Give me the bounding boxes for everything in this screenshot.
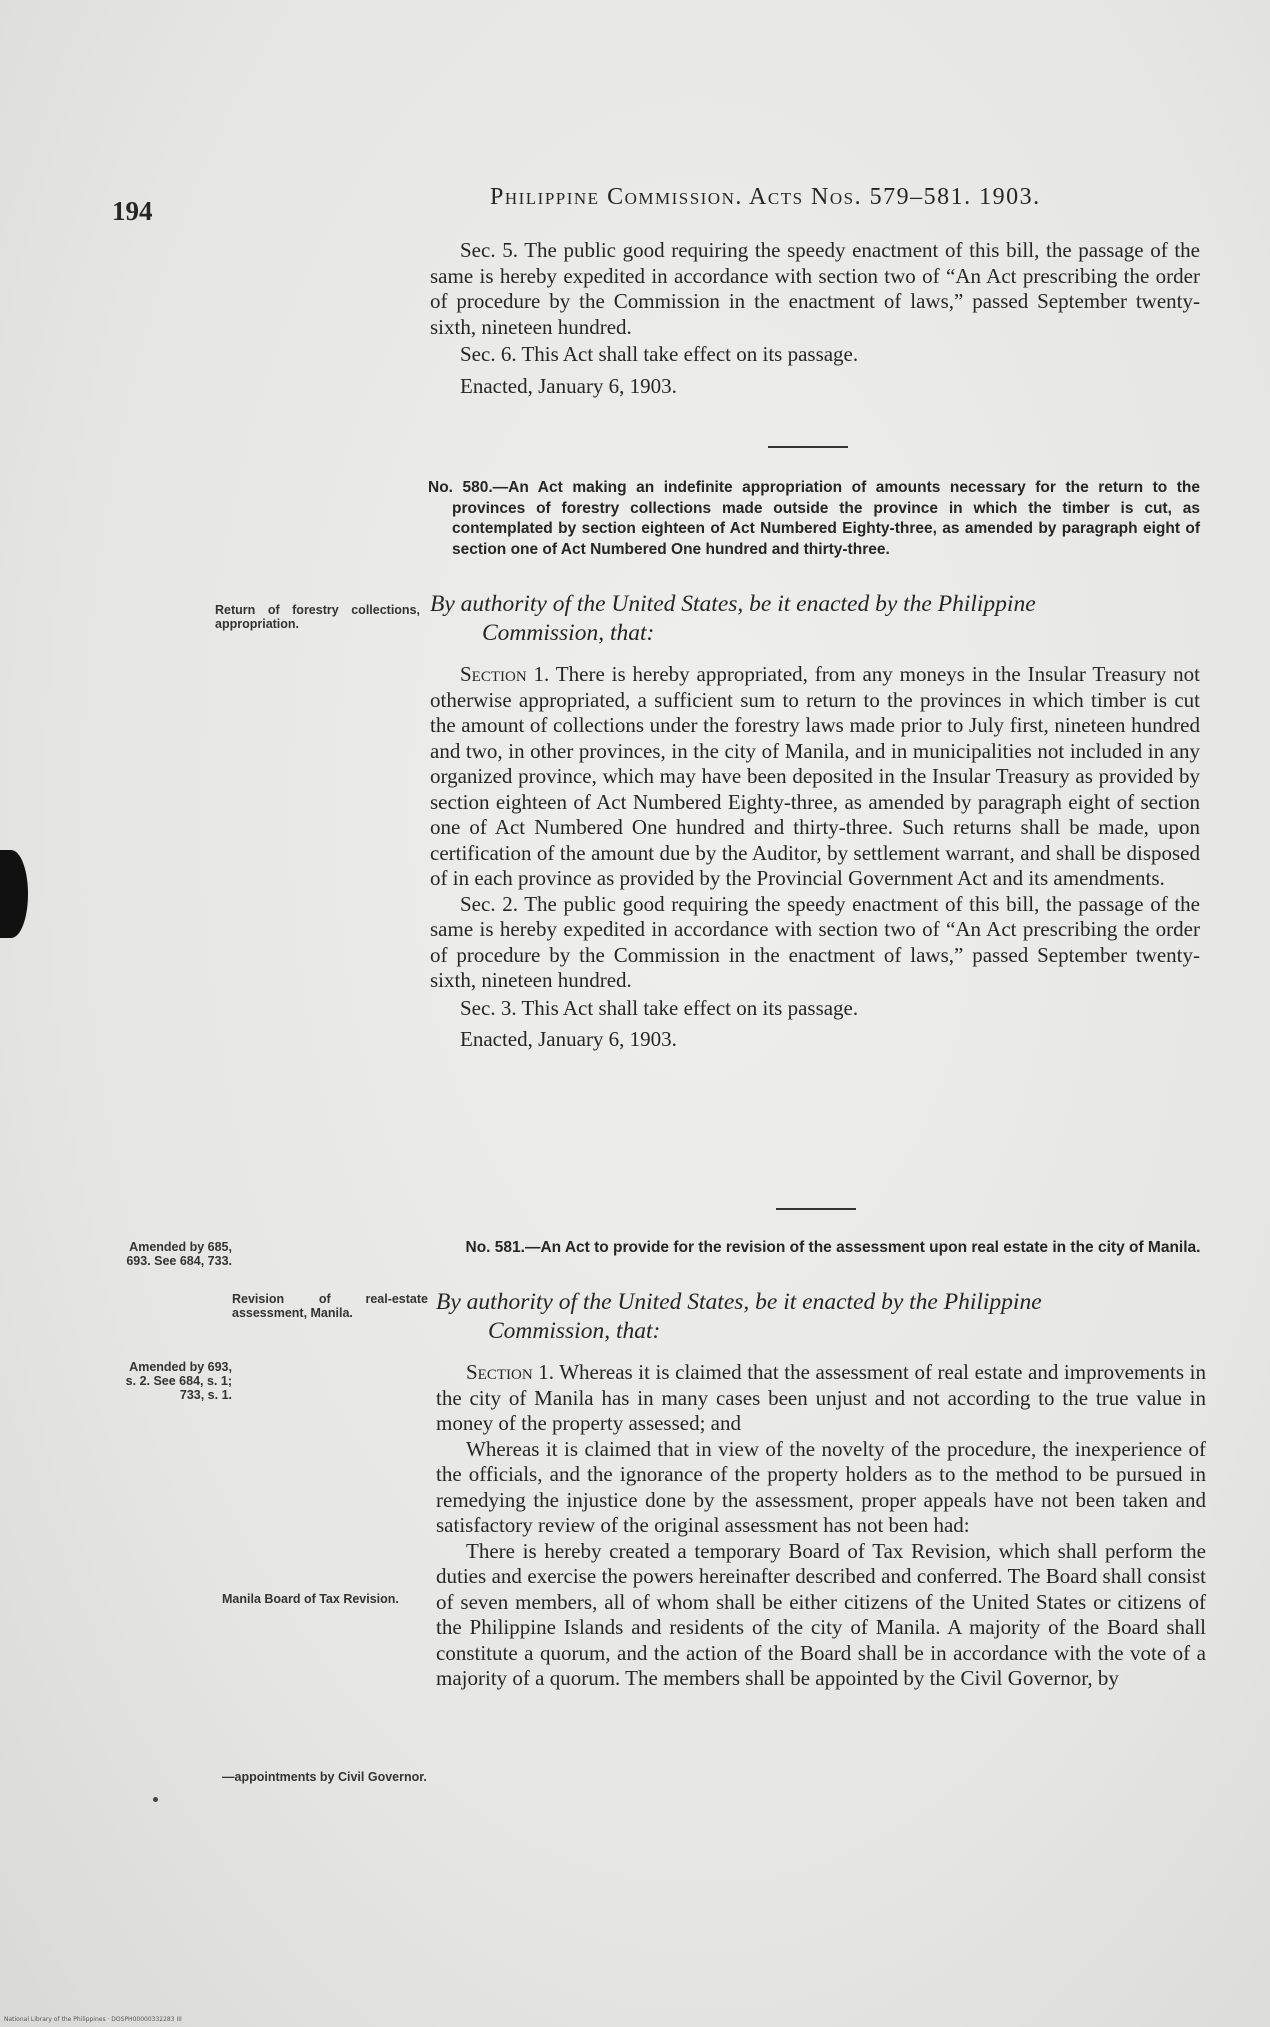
act-580-sec3: Sec. 3. This Act shall take effect on its passage. (460, 995, 859, 1020)
act-579-sec5: Sec. 5. The public good requiring the speedy enactment of this bill, the passage of the same is hereby expedited in accordance with section two of “An Act prescribing the order of procedure by the Commission in the enactment of laws,” passed September twenty-sixth, nineteen hundred. (430, 238, 1200, 339)
section-text: There is hereby appropriated, from any moneys in the Insular Treasury not otherwise appropriated, a sufficient sum to return to the provinces in which timber is cut the amount of collections under the forestry laws made prior to July first, nineteen hundred and two, in other provinces, in the city of Manila, and in municipalities not included in any organized province, which may have been deposited in the Insular Treasury as provided by section eighteen of Act Numbered Eighty-three, as amended by paragraph eight of section one of Act Numbered One hundred and thirty-three. Such returns shall be made, upon certification of the amount due by the Auditor, by settlement warrant, and shall be disposed of in each province as provided by the Provincial Government Act and its amendments. (430, 662, 1200, 890)
act-581-body (436, 1288, 1206, 1692)
act-579-enacted: Enacted, January 6, 1903. (460, 373, 677, 398)
margin-note-amended-2: Amended by 693, s. 2. See 684, s. 1; 733, s. 1. (125, 1360, 232, 1402)
margin-note-board: Manila Board of Tax Revision. (222, 1592, 399, 1606)
margin-note-amended: Amended by 685, 693. See 684, 733. (126, 1240, 232, 1268)
act-581-whereas-2: Whereas it is claimed that in view of the novelty of the procedure, the inexperience of the officials, and the ignorance of the property holders as to the method to be pursued in remedying the injustice done by the assessment, proper appeals have not been taken and satisfactory review of the original assessment has not been had: (436, 1436, 1206, 1537)
scan-speck (153, 1797, 158, 1802)
page-number: 194 (112, 196, 153, 226)
act-581-section-1 (436, 1360, 1206, 1437)
act-580-enacted: Enacted, January 6, 1903. (460, 1027, 677, 1051)
scan-footer-note: National Library of the Philippines · DOSPH00000332283 III (4, 2016, 182, 2023)
enacting-clause-line-2: Commission, that: (488, 1318, 661, 1344)
act-580-heading: No. 580.—An Act making an indefinite appropriation of amounts necessary for the return to the provinces of forestry collections made outside the province in which the timber is cut, as contemplated by section eighteen of Act Numbered Eighty-three, as amended by paragraph eight of section one of Act Numbered One hundred and thirty-three. (428, 479, 1200, 558)
margin-note-appointments: —appointments by Civil Governor. (222, 1770, 427, 1784)
act-581-heading: No. 581.—An Act to provide for the revision of the assessment upon real estate in the city of Manila. (465, 1239, 1201, 1256)
act-580-sec2: Sec. 2. The public good requiring the speedy enactment of this bill, the passage of the same is hereby expedited in accordance with section two of “An Act prescribing the order of procedure by the Commission in the enactment of laws,” passed September twenty-sixth, nineteen hundred. (430, 891, 1200, 992)
enacting-clause-line-1: By authority of the United States, be it enacted by the Philippine (430, 591, 1036, 617)
section-lead: Section 1. (460, 662, 550, 686)
margin-note-forestry: Return of forestry collections, appropriation. (215, 603, 420, 631)
act-581-enacting-clause (436, 1288, 1206, 1346)
enacting-clause-line-2: Commission, that: (482, 620, 655, 646)
act-581-board-creation: There is hereby created a temporary Board of Tax Revision, which shall perform the duties and exercise the powers hereinafter described and conferred. The Board shall consist of seven members, all of whom shall be either citizens of the United States or citizens of the Philippine Islands and residents of the city of Manila. A majority of the Board shall constitute a quorum, and the action of the Board shall be in accordance with the vote of a majority of a quorum. The members shall be appointed by the Civil Governor, by (436, 1538, 1206, 1690)
act-580-body (430, 590, 1200, 1053)
section-lead: Section 1. (466, 1360, 555, 1384)
running-head: Philippine Commission. Acts Nos. 579–581. 1903. (490, 184, 1041, 210)
act-579-sec6: Sec. 6. This Act shall take effect on its passage. (460, 342, 859, 366)
enacting-clause-line-1: By authority of the United States, be it enacted by the Philippine (436, 1289, 1042, 1315)
act-579-tail (430, 238, 1200, 399)
act-580-section-1 (430, 662, 1200, 892)
act-580-enacting-clause (430, 590, 1200, 648)
margin-note-revision: Revision of real-estate assessment, Manila. (232, 1292, 428, 1320)
section-text: Whereas it is claimed that the assessment of real estate and improvements in the city of Manila has in many cases been unjust and not according to the true value in money of the property assessed; and (436, 1360, 1206, 1435)
section-divider (776, 1208, 856, 1210)
section-divider (768, 446, 848, 448)
scan-blot (0, 850, 28, 938)
